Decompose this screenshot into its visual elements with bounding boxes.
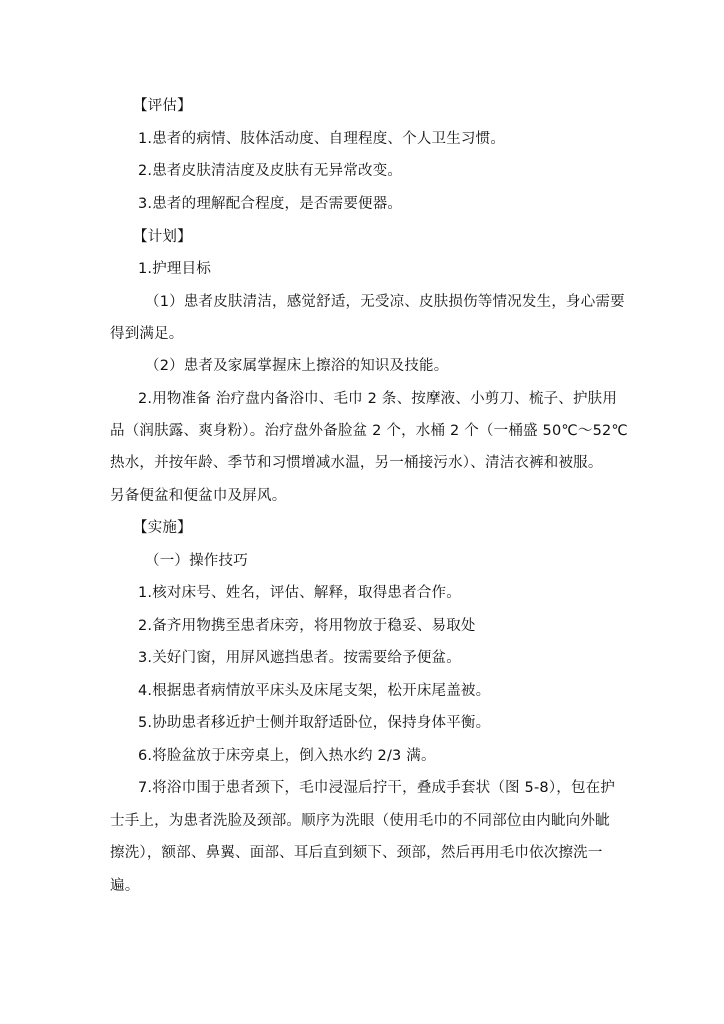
section-heading-plan: 【计划】 <box>133 229 192 245</box>
assess-item-2: 2.患者皮肤清洁度及皮肤有无异常改变。 <box>138 163 403 179</box>
implement-step-6: 6.将脸盆放于床旁桌上，倒入热水约 2/3 满。 <box>138 748 436 764</box>
plan-goal-title: 1.护理目标 <box>138 261 212 277</box>
plan-goal-1-line-2: 得到满足。 <box>110 326 184 342</box>
implement-step-7-line-1: 7.将浴巾围于患者颈下，毛巾浸湿后拧干，叠成手套状（图 5-8），包在护 <box>138 780 616 796</box>
plan-supplies-line-1: 2.用物准备 治疗盘内备浴巾、毛巾 2 条、按摩液、小剪刀、梳子、护肤用 <box>138 391 618 407</box>
implement-step-7-line-3: 擦洗），额部、鼻翼、面部、耳后直到颏下、颈部，然后再用毛巾依次擦洗一 <box>110 845 603 861</box>
implement-step-1: 1.核对床号、姓名，评估、解释，取得患者合作。 <box>138 585 461 601</box>
implement-step-5: 5.协助患者移近护士侧并取舒适卧位，保持身体平衡。 <box>138 715 491 731</box>
implement-step-2: 2.备齐用物携至患者床旁，将用物放于稳妥、易取处 <box>138 618 476 634</box>
implement-step-3: 3.关好门窗，用屏风遮挡患者。按需要给予便盆。 <box>138 650 461 666</box>
plan-supplies-line-3: 热水，并按年龄、季节和习惯增减水温，另一桶接污水）、清洁衣裤和被服。 <box>110 455 603 471</box>
plan-goal-2: （2）患者及家属掌握床上擦浴的知识及技能。 <box>145 358 449 374</box>
section-heading-assess: 【评估】 <box>133 98 192 114</box>
plan-goal-1-line-1: （1）患者皮肤清洁，感觉舒适，无受凉、皮肤损伤等情况发生，身心需要 <box>145 294 625 310</box>
plan-supplies-line-4: 另备便盆和便盆巾及屏风。 <box>110 488 287 504</box>
assess-item-3: 3.患者的理解配合程度，是否需要便器。 <box>138 196 403 212</box>
implement-step-7-line-2: 士手上，为患者洗脸及颈部。顺序为洗眼（使用毛巾的不同部位由内眦向外眦 <box>110 813 610 829</box>
assess-item-1: 1.患者的病情、肢体活动度、自理程度、个人卫生习惯。 <box>138 131 506 147</box>
section-heading-implement: 【实施】 <box>133 520 192 536</box>
implement-step-7-line-4: 遍。 <box>110 878 140 894</box>
implement-sub-heading: （一）操作技巧 <box>145 553 248 569</box>
plan-supplies-line-2: 品（润肤露、爽身粉）。治疗盘外备脸盆 2 个，水桶 2 个（一桶盛 50℃～52℃ <box>110 423 628 439</box>
implement-step-4: 4.根据患者病情放平床头及床尾支架，松开床尾盖被。 <box>138 683 491 699</box>
